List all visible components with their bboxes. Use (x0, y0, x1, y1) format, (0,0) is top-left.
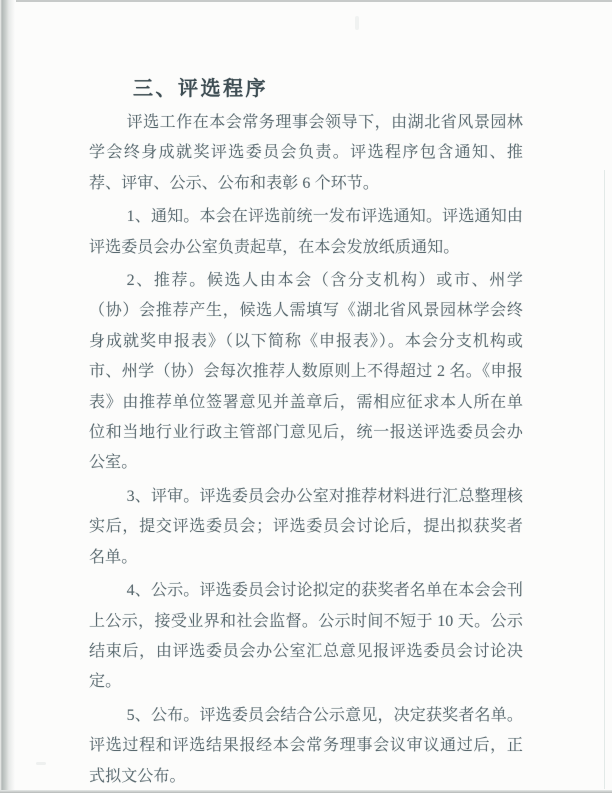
page-edge-line-right (604, 170, 605, 789)
paragraph-step-1-notice: 1、通知。本会在评选前统一发布评选通知。评选通知由评选委员会办公室负责起草，在本会发放纸质通知。 (89, 208, 523, 256)
paragraph-step-4-publicity: 4、公示。评选委员会讨论拟定的获奖者名单在本会会刊上公示，接受业界和社会监督。公示时间不短于 10 天。公示结束后，由评选委员会办公室汇总意见报评选委员会讨论决定。 (89, 582, 523, 691)
section-heading: 三、评选程序 (133, 78, 268, 100)
paragraph-step-3-review: 3、评审。评选委员会办公室对推荐材料进行汇总整理核实后，提交评选委员会；评选委员会讨论后，提出拟获奖者名单。 (89, 487, 523, 566)
scan-speck (355, 16, 359, 30)
scan-edge-top (0, 0, 612, 2)
scan-speck (36, 762, 46, 765)
document-body (89, 74, 523, 792)
paragraph-step-2-recommendation: 2、推荐。候选人由本会（含分支机构）或市、州学（协）会推荐产生，候选人需填写《湖北省风景园林学会终身成就奖申报表》（以下简称《申报表》）。本会分支机构或市、州学（协）会每次推荐人数原则上不得超过 2 名。《申报表》由推荐单位签署意见并盖章后，需相应征求本人所在单位和当地行业行政主管部门意见后，统一报送评选委员会办公室。 (89, 272, 523, 472)
paragraph-intro: 评选工作在本会常务理事会领导下，由湖北省风景园林学会终身成就奖评选委员会负责。评选程序包含通知、推荐、评审、公示、公布和表彰 6 个环节。 (89, 114, 523, 192)
paragraph-step-5-announcement: 5、公布。评选委员会结合公示意见，决定获奖者名单。评选过程和评选结果报经本会常务理事会议审议通过后，正式拟文公布。 (89, 706, 523, 785)
scan-edge-left (0, 0, 16, 793)
